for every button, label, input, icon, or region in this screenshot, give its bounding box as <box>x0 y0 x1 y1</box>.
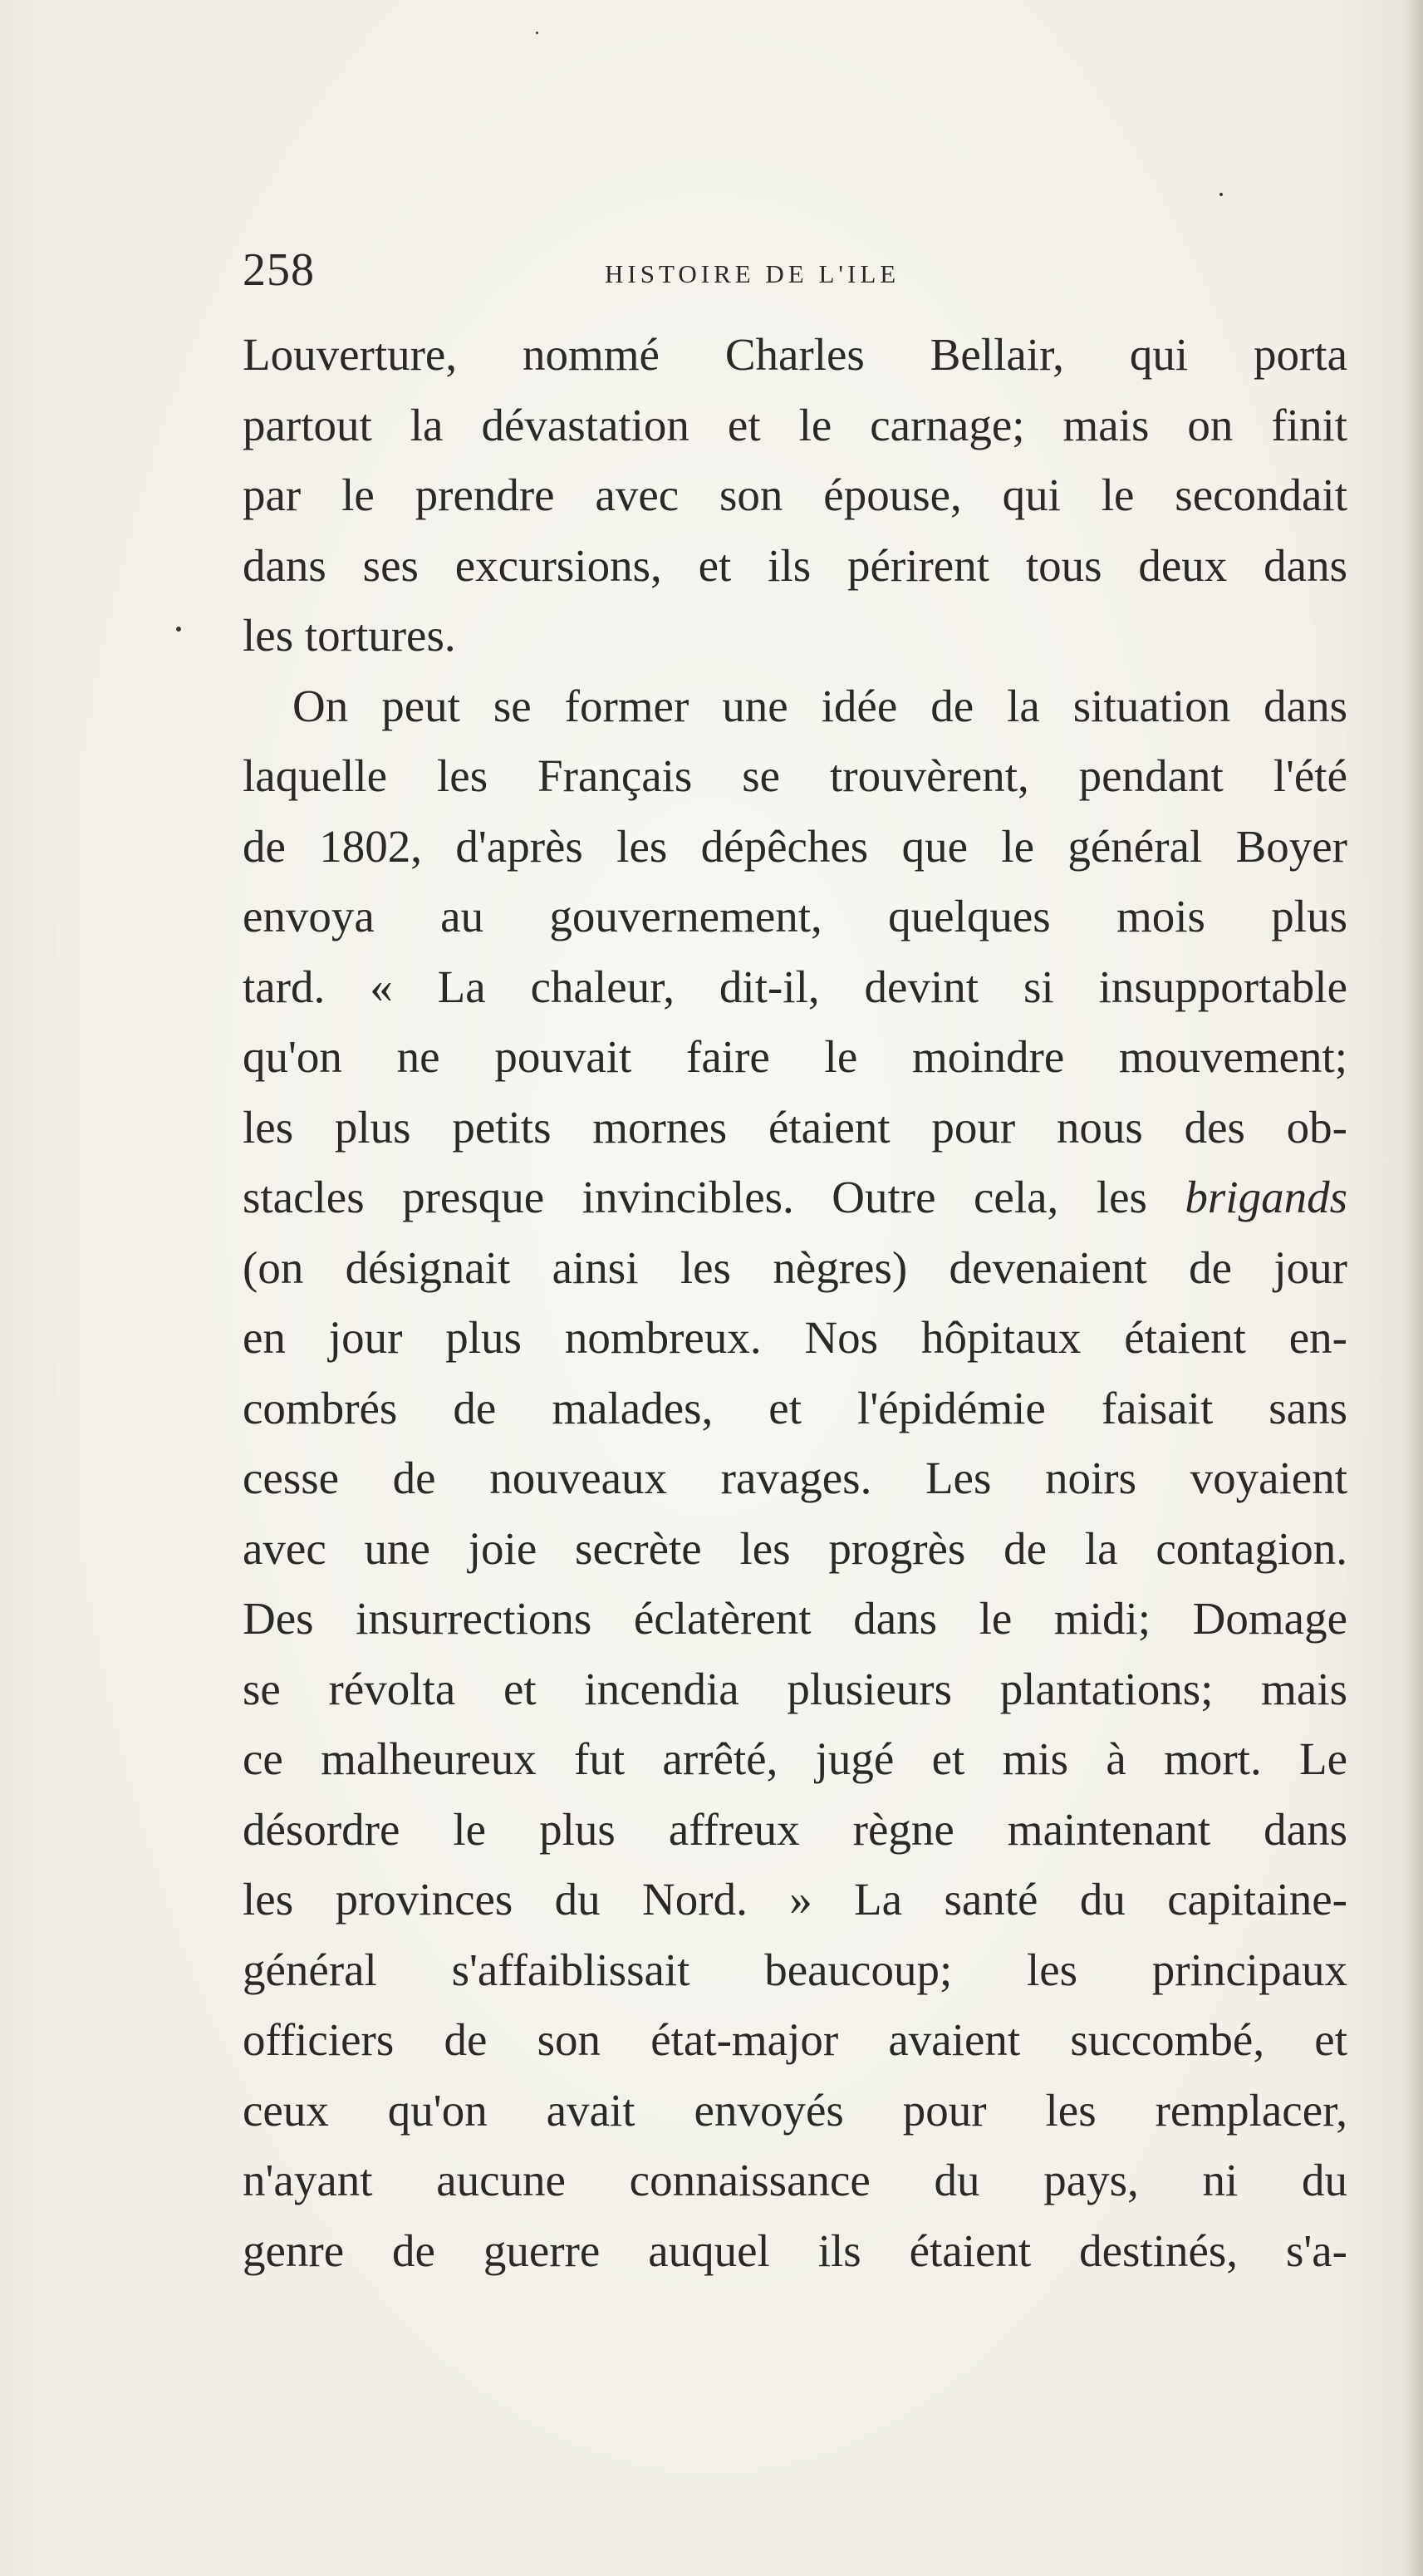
text-line: Des insurrections éclatèrent dans le midi; Domage <box>243 1593 1347 1644</box>
text-line: les plus petits mornes étaient pour nous des ob- <box>243 1101 1347 1153</box>
text-line: en jour plus nombreux. Nos hôpitaux étaient en- <box>243 1312 1347 1363</box>
text-segment: stacles presque invincibles. Outre cela, les <box>243 1172 1147 1222</box>
text-line: ce malheureux fut arrêté, jugé et mis à mort. Le <box>243 1733 1347 1784</box>
text-line: désordre le plus affreux règne maintenant dans <box>243 1803 1347 1855</box>
text-line: n'ayant aucune connaissance du pays, ni du <box>243 2155 1347 2205</box>
text-line: général s'affaiblissait beaucoup; les principaux <box>243 1944 1347 1995</box>
text-line-with-italic <box>243 1163 1347 1233</box>
text-line: envoya au gouvernement, quelques mois plus <box>243 891 1347 941</box>
ink-speck <box>176 627 181 632</box>
text-line: cesse de nouveaux ravages. Les noirs voyaient <box>243 1453 1347 1503</box>
text-line: par le prendre avec son épouse, qui le secondait <box>243 469 1347 520</box>
running-head: HISTOIRE DE L'ILE <box>605 259 900 288</box>
text-line: officiers de son état-major avaient succombé, et <box>243 2014 1347 2065</box>
italic-word: brigands <box>1185 1172 1347 1222</box>
text-line: tard. « La chaleur, dit-il, devint si insupportable <box>243 961 1347 1012</box>
page-edge-shadow <box>1405 0 1423 2576</box>
text-line: les provinces du Nord. » La santé du capitaine- <box>243 1874 1347 1925</box>
text-line: ceux qu'on avait envoyés pour les remplacer, <box>243 2084 1347 2136</box>
page-header <box>243 241 1347 307</box>
body-text <box>243 320 1347 2286</box>
text-line: dans ses excursions, et ils périrent tous deux dans <box>243 539 1347 591</box>
text-line: combrés de malades, et l'épidémie faisait sans <box>243 1382 1347 1433</box>
ink-speck <box>536 32 538 34</box>
text-line: On peut se former une idée de la situation dans <box>292 680 1347 731</box>
text-line: Louverture, nommé Charles Bellair, qui porta <box>243 329 1347 380</box>
page-number: 258 <box>243 244 315 296</box>
text-line: laquelle les Français se trouvèrent, pendant l'été <box>243 750 1347 801</box>
text-line: de 1802, d'après les dépêches que le général Boyer <box>243 820 1347 872</box>
text-line: avec une joie secrète les progrès de la contagion. <box>243 1522 1347 1574</box>
text-line: partout la dévastation et le carnage; mais on finit <box>243 399 1347 450</box>
text-line: se révolta et incendia plusieurs plantations; mais <box>243 1663 1347 1714</box>
text-line: genre de guerre auquel ils étaient destinés, s'a- <box>243 2225 1347 2276</box>
text-line: qu'on ne pouvait faire le moindre mouvement; <box>243 1031 1347 1082</box>
text-line: les tortures. <box>243 610 456 661</box>
ink-speck <box>1219 193 1223 196</box>
text-line: (on désignait ainsi les nègres) devenaient de jour <box>243 1241 1347 1293</box>
